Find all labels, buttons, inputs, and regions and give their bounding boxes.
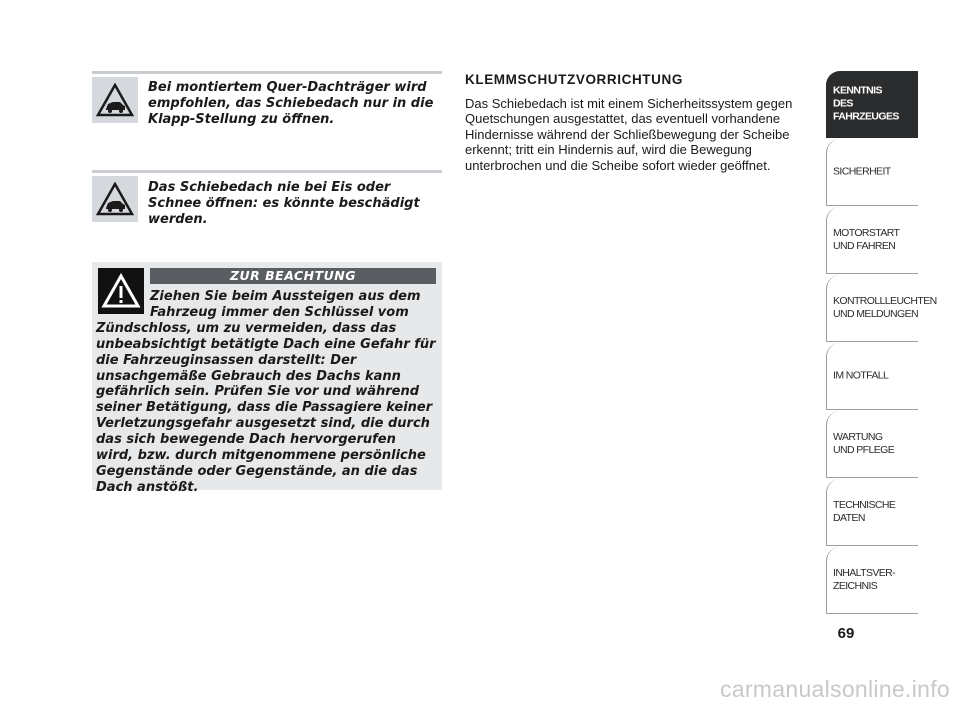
note-text: Bei montiertem Quer-Dachträger wird empfohlen, das Schiebedach nur in die Klapp-Stellung zu öffnen. bbox=[148, 80, 434, 127]
tab-kontrollleuchten[interactable] bbox=[826, 275, 937, 342]
tab-label: IM NOTFALL bbox=[833, 369, 889, 382]
warning-line-1: Ziehen Sie beim Aussteigen aus dem bbox=[150, 289, 421, 304]
tab-inhaltsverzeichnis[interactable] bbox=[826, 547, 918, 614]
car-roof-warning-icon bbox=[92, 176, 138, 222]
section-body: Das Schiebedach ist mit einem Sicherheitssystem gegen Quetschungen ausgestattet, das eventuell vorhandene Hindernisse während der Schließbewegung der Scheibe erkennt; tritt ein Hindernis auf, wird die Bewegung unterbrochen und die Scheibe sofort wieder geöffnet. bbox=[465, 96, 793, 173]
tab-label: KONTROLLLEUCHTEN UND MELDUNGEN bbox=[833, 295, 937, 320]
tab-label: INHALTSVER- ZEICHNIS bbox=[833, 567, 896, 592]
divider bbox=[92, 170, 442, 173]
tab-wartung[interactable] bbox=[826, 411, 918, 478]
chapter-tabs bbox=[826, 70, 937, 614]
warning-panel bbox=[92, 262, 442, 495]
tab-label: TECHNISCHE DATEN bbox=[833, 499, 896, 524]
tab-technische-daten[interactable] bbox=[826, 479, 918, 546]
divider bbox=[92, 71, 442, 74]
tab-label: WARTUNG UND PFLEGE bbox=[833, 431, 895, 456]
tab-label: MOTORSTART UND FAHREN bbox=[833, 227, 900, 252]
warning-header: ZUR BEACHTUNG bbox=[150, 268, 436, 284]
tab-label: KENNTNIS DES FAHRZEUGES bbox=[833, 84, 899, 123]
warning-text bbox=[96, 289, 436, 496]
watermark: carmanualsonline.info bbox=[719, 676, 950, 702]
tab-motorstart[interactable] bbox=[826, 207, 918, 274]
page-number: 69 bbox=[837, 625, 855, 642]
warning-line-2: Fahrzeug immer den Schlüssel vom bbox=[150, 304, 409, 320]
tab-notfall[interactable] bbox=[826, 343, 918, 410]
tab-label: SICHERHEIT bbox=[833, 165, 891, 178]
note-text: Das Schiebedach nie bei Eis oder Schnee öffnen: es könnte beschädigt werden. bbox=[148, 180, 420, 227]
tab-kenntnis[interactable] bbox=[826, 71, 918, 138]
warning-body: Zündschloss, um zu vermeiden, dass das unbeabsichtigt betätigte Dach eine Gefahr für die Fahrzeuginsassen darstellt: Der unsachgemäße Gebrauch des Dachs kann gefährlich sein. Prüfen Sie vor und während seiner Betätigung, dass die Passagiere keiner Verletzungsgefahr ausgesetzt sind, die durch das sich bewegende Dach hervorgerufen wird, bzw. durch mitgenommene persönliche Gegenstände oder Gegenstände, an die das Dach anstößt. bbox=[96, 320, 436, 495]
section-title: KLEMMSCHUTZVORRICHTUNG bbox=[465, 72, 683, 87]
car-roof-warning-icon bbox=[92, 77, 138, 123]
tab-sicherheit[interactable] bbox=[826, 139, 918, 206]
